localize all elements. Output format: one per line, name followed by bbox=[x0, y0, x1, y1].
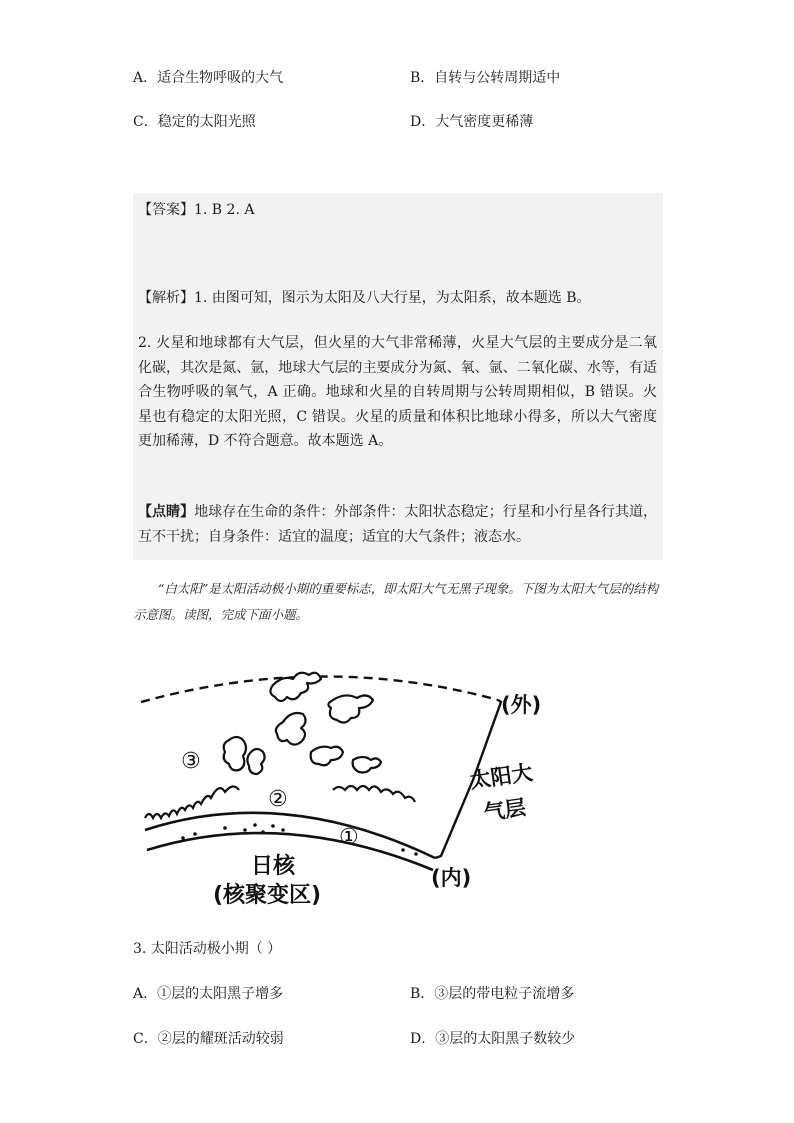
intro-paragraph bbox=[133, 576, 663, 628]
marker-layer-2: ② bbox=[268, 787, 288, 812]
q3-option-d[interactable]: D．③层的太阳黑子数较少 bbox=[410, 1031, 576, 1047]
label-outer: (外) bbox=[501, 693, 542, 717]
q2-options-row-1 bbox=[133, 67, 673, 89]
q3-options-row-1 bbox=[133, 983, 673, 1005]
dianjing-label: 【点睛】 bbox=[138, 504, 195, 520]
marker-layer-1: ① bbox=[339, 825, 359, 850]
corona-prominences bbox=[224, 673, 381, 774]
answer-line: 【答案】1. B 2. A bbox=[138, 202, 255, 218]
explanation-block bbox=[133, 193, 663, 560]
option-b[interactable]: B．自转与公转周期适中 bbox=[410, 70, 561, 86]
q3-option-a[interactable]: A．①层的太阳黑子增多 bbox=[133, 986, 284, 1002]
intro-text: “白太阳”是太阳活动极小期的重要标志，即太阳大气无黑子现象。下图为太阳大气层的结构示意图。读图，完成下面小题。 bbox=[133, 581, 659, 622]
analysis-1: 【解析】1. 由图可知，图示为太阳及八大行星，为太阳系，故本题选 B。 bbox=[138, 290, 591, 306]
label-atmosphere-1: 太阳大 bbox=[468, 760, 535, 793]
analysis-2: 2. 火星和地球都有大气层，但火星的大气非常稀薄，火星大气层的主要成分是二氧化碳，其次是氮、氩，地球大气层的主要成分为氮、氧、氩、二氧化碳、水等，有适合生物呼吸的氧气，A 正确。地球和火星的自转周期与公转周期相似，B 错误。火星也有稳定的太阳光照，C 错误。火星的质量和体积比地球小得多，所以大气密度更加稀薄，D 不符合题意。故本题选 A。 bbox=[138, 335, 657, 449]
q3-option-c[interactable]: C．②层的耀斑活动较弱 bbox=[133, 1031, 284, 1047]
label-inner: (内) bbox=[431, 866, 472, 890]
option-d[interactable]: D．大气密度更稀薄 bbox=[410, 114, 534, 130]
q3-option-b[interactable]: B．③层的带电粒子流增多 bbox=[410, 986, 575, 1002]
option-c[interactable]: C．稳定的太阳光照 bbox=[133, 114, 256, 130]
marker-layer-3: ③ bbox=[181, 749, 201, 774]
q3-options-row-2 bbox=[133, 1028, 673, 1050]
option-a[interactable]: A．适合生物呼吸的大气 bbox=[133, 70, 284, 86]
label-core-sub: (核聚变区) bbox=[213, 883, 322, 908]
dianjing-text: 地球存在生命的条件：外部条件：太阳状态稳定；行星和小行星各行其道，互不干扰；自身条件：适宜的温度；适宜的大气条件；液态水。 bbox=[138, 504, 658, 545]
solar-atmosphere-diagram bbox=[133, 660, 553, 915]
label-core: 日核 bbox=[251, 854, 296, 879]
label-atmosphere-2: 气层 bbox=[482, 795, 528, 825]
q2-options-row-2 bbox=[133, 111, 673, 133]
dianjing bbox=[138, 500, 657, 549]
question-3-stem: 3. 太阳活动极小期（ ） bbox=[133, 941, 282, 957]
